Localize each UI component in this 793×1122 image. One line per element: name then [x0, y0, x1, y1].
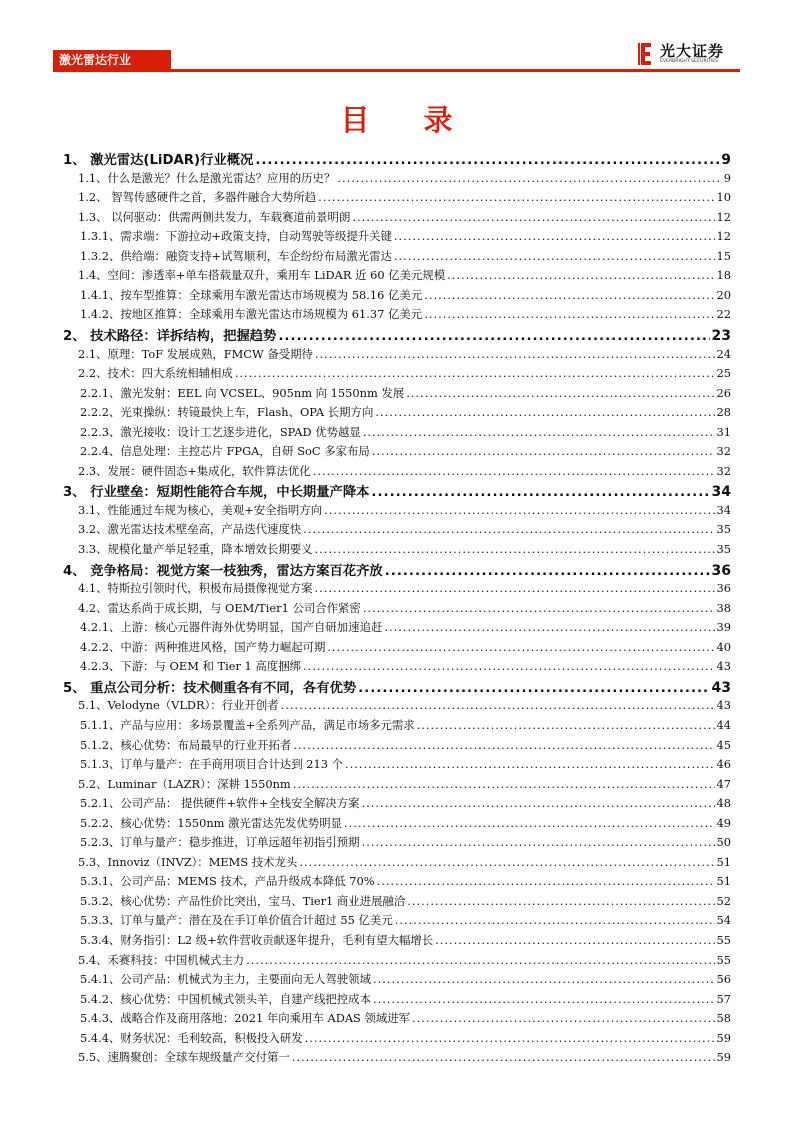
toc-entry[interactable]: [78, 971, 731, 988]
toc-entry-page: 56: [716, 972, 731, 987]
toc-leader-dots: [377, 873, 715, 890]
toc-leader-dots: [373, 991, 715, 1008]
toc-leader-dots: [371, 483, 709, 502]
toc-leader-dots: [299, 854, 714, 871]
toc-leader-dots: [417, 717, 715, 734]
toc-leader-dots: [447, 267, 714, 284]
toc-entry-label: 2.2.2、光束操纵：转镜最快上车，Flash、OPA 长期方向: [80, 405, 374, 420]
toc-leader-dots: [394, 228, 715, 245]
toc-entry[interactable]: [78, 228, 731, 245]
toc-leader-dots: [412, 1010, 714, 1027]
toc-entry-page: 24: [716, 346, 731, 361]
toc-entry-label: 1.3.1、需求端：下游拉动+政策支持，自动驾驶等级提升关键: [80, 229, 392, 244]
toc-entry-label: 5、 重点公司分析：技术侧重各有不同，各有优势: [63, 680, 357, 696]
toc-entry-label: 5.1.3、订单与量产：在手商用项目合计达到 213 个: [80, 757, 343, 772]
toc-leader-dots: [337, 170, 721, 187]
toc-leader-dots: [358, 679, 709, 698]
toc-entry[interactable]: [78, 893, 731, 910]
toc-leader-dots: [303, 521, 714, 538]
toc-leader-dots: [363, 424, 715, 441]
toc-entry-label: 5.5、速腾聚创：全球车规级量产交付第一: [78, 1050, 290, 1065]
toc-entry-label: 4.2.1、上游：核心元器件海外优势明显，国产自研加速追赶: [80, 620, 383, 635]
toc-entry-page: 52: [716, 893, 731, 908]
toc-entry-page: 43: [716, 659, 731, 674]
toc-leader-dots: [406, 385, 714, 402]
toc-entry-label: 5.1.1、产品与应用：多场景覆盖+全系列产品，满足市场多元需求: [80, 717, 415, 732]
toc-entry-label: 5.4.4、财务状况：毛利较高，积极投入研发: [80, 1030, 303, 1045]
toc-leader-dots: [344, 815, 715, 832]
toc-entry-page: 35: [716, 522, 731, 537]
toc-leader-dots: [315, 541, 715, 558]
toc-entry-page: 59: [716, 1050, 731, 1065]
toc-entry-page: 32: [716, 463, 731, 478]
toc-entry-label: 4.2.3、下游：与 OEM 和 Tier 1 高度捆绑: [80, 659, 301, 674]
toc-entry-label: 1.3.2、供给端：融资支持+试驾顺利，车企纷纷布局激光雷达: [80, 248, 392, 263]
toc-entry[interactable]: [78, 795, 731, 812]
toc-leader-dots: [395, 912, 715, 929]
toc-entry[interactable]: [78, 834, 731, 851]
toc-entry[interactable]: [76, 580, 731, 597]
toc-entry[interactable]: [76, 854, 731, 871]
toc-entry[interactable]: [76, 346, 731, 363]
toc-entry-page: 20: [716, 287, 731, 302]
toc-entry-page: 43: [711, 679, 731, 696]
toc-entry-page: 35: [716, 542, 731, 556]
toc-entry[interactable]: [78, 737, 731, 754]
toc-entry-page: 32: [716, 444, 731, 459]
toc-entry-page: 34: [711, 484, 731, 501]
toc-entry-label: 5.4.2、核心优势：中国机械式领头羊，自建产线把控成本: [80, 991, 371, 1006]
toc-entry[interactable]: [78, 404, 731, 421]
toc-entry-page: 54: [716, 913, 731, 928]
toc-entry-page: 50: [716, 835, 731, 850]
toc-leader-dots: [363, 600, 715, 617]
toc-entry-page: 23: [711, 327, 731, 344]
toc-entry-label: 2.2.3、激光接收：设计工艺逐步进化，SPAD 优势越显: [80, 424, 361, 439]
toc-leader-dots: [315, 346, 715, 363]
toc-entry-label: 5.3.4、财务指引：L2 级+软件营收贡献逐年提升，毛利有望大幅增长: [80, 933, 434, 947]
toc-entry-label: 1.2、 智驾传感硬件之首，多器件融合大势所趋: [78, 190, 317, 205]
toc-entry-page: 12: [716, 209, 731, 224]
toc-entry-label: 2.2.1、激光发射：EEL 向 VCSEL、905nm 向 1550nm 发展: [80, 385, 405, 400]
toc-entry[interactable]: [76, 209, 731, 226]
toc-entry-page: 51: [716, 854, 731, 869]
toc-entry-page: 31: [716, 424, 731, 439]
toc-entry-label: 1.4.1、按车型推算：全球乘用车激光雷达市场规模为 58.16 亿美元: [80, 287, 423, 302]
toc-leader-dots: [293, 737, 714, 754]
toc-entry-label: 4、 竞争格局：视觉方案一枝独秀，雷达方案百花齐放: [63, 563, 383, 579]
toc-leader-dots: [255, 151, 719, 170]
toc-entry-label: 5.2.3、订单与量产：稳步推进，订单远超年初指引预期: [80, 835, 360, 850]
toc-entry-label: 4.1、特斯拉引领时代，积极布局摄像视觉方案: [78, 581, 313, 596]
toc-entry-label: 5.2.2、核心优势：1550nm 激光雷达先发优势明显: [80, 815, 342, 830]
toc-entry-label: 4.2.2、中游：两种推进风格，国产势力崛起可期: [80, 639, 326, 654]
toc-entry[interactable]: [78, 991, 731, 1008]
toc-entry[interactable]: [76, 697, 731, 714]
toc-entry-label: 3.2、激光雷达技术壁垒高，产品迭代速度快: [78, 522, 302, 537]
toc-entry-page: 55: [716, 952, 731, 967]
toc-leader-dots: [281, 697, 715, 714]
toc-entry[interactable]: [76, 502, 731, 519]
toc-leader-dots: [318, 189, 714, 206]
toc-leader-dots: [372, 443, 715, 460]
toc-leader-dots: [362, 834, 715, 851]
toc-entry-page: 26: [716, 385, 731, 400]
toc-entry-label: 5.4.1、公司产品：机械式为主力，主要面向无人驾驶领域: [80, 972, 371, 987]
toc-leader-dots: [407, 893, 714, 910]
toc-entry-page: 18: [716, 268, 731, 283]
toc-entry-label: 1、 激光雷达(LiDAR)行业概况: [63, 153, 254, 168]
toc-entry[interactable]: [76, 541, 731, 558]
toc-entry-page: 39: [716, 620, 731, 635]
toc-entry-page: 49: [716, 815, 731, 830]
toc-entry[interactable]: [76, 365, 731, 382]
toc-leader-dots: [235, 365, 715, 382]
toc-leader-dots: [384, 619, 714, 636]
toc-entry-page: 15: [716, 248, 731, 263]
toc-entry[interactable]: [78, 815, 731, 832]
toc-entry-page: 9: [721, 152, 731, 168]
toc-entry[interactable]: [78, 932, 731, 949]
toc-entry-page: 59: [716, 1030, 731, 1045]
toc-entry-label: 4.2、雷达系尚于成长期，与 OEM/Tier1 公司合作紧密: [78, 600, 361, 615]
header-rule: [53, 69, 740, 72]
toc-entry-label: 1.4.2、按地区推算：全球乘用车激光雷达市场规模为 61.37 亿美元: [80, 307, 423, 322]
toc-entry-label: 5.3.1、公司产品：MEMS 技术，产品升级成本降低 70%: [80, 874, 375, 889]
toc-leader-dots: [435, 932, 714, 949]
toc-entry[interactable]: [78, 912, 731, 929]
toc-leader-dots: [385, 562, 710, 581]
toc-entry[interactable]: [63, 326, 731, 346]
toc-entry-page: 44: [716, 717, 731, 732]
toc-entry[interactable]: [76, 170, 731, 187]
toc-entry-page: 43: [716, 698, 731, 713]
toc-entry[interactable]: [76, 267, 731, 284]
toc-entry[interactable]: [78, 443, 731, 460]
toc-entry[interactable]: [78, 306, 731, 323]
toc-leader-dots: [315, 580, 715, 597]
toc-leader-dots: [292, 1049, 715, 1066]
toc-entry-label: 5.2、Luminar（LAZR）：深耕 1550nm: [78, 776, 291, 791]
toc-entry-page: 47: [716, 776, 731, 791]
toc-entry-label: 1.1、什么是激光？什么是激光雷达？应用的历史？: [78, 170, 336, 185]
page-title: 目 录: [340, 103, 475, 137]
everbright-logo-icon: [638, 41, 654, 67]
toc-entry-label: 5.3.2、核心优势：产品性价比突出，宝马、Tier1 商业进展融洽: [80, 893, 406, 908]
toc-leader-dots: [305, 1030, 715, 1047]
toc-entry-page: 36: [711, 562, 731, 579]
toc-entry-page: 46: [716, 757, 731, 772]
toc-entry-label: 3.1、性能通过车规为核心，美观+安全指明方向: [78, 502, 323, 517]
toc-entry-page: 12: [716, 229, 731, 244]
brand-name-en: EVERBRIGHT SECURITIES: [660, 59, 719, 64]
toc-entry[interactable]: [78, 873, 731, 890]
toc-leader-dots: [373, 971, 715, 988]
toc-entry-label: 5.3、Innoviz（INVZ）：MEMS 技术龙头: [78, 854, 298, 869]
toc-leader-dots: [327, 639, 714, 656]
toc-entry[interactable]: [76, 952, 731, 969]
toc-entry-label: 2、 技术路径：详拆结构，把握趋势: [63, 328, 277, 344]
toc-entry[interactable]: [63, 150, 731, 170]
toc-entry[interactable]: [63, 678, 731, 698]
toc-entry-page: 38: [716, 600, 731, 615]
toc-entry-page: 28: [716, 405, 731, 420]
toc-entry-page: 51: [716, 874, 731, 889]
toc-entry[interactable]: [78, 619, 731, 636]
toc-leader-dots: [324, 502, 714, 519]
toc-entry-label: 5.1、Velodyne（VLDR）：行业开创者: [78, 698, 279, 713]
toc-entry-label: 3、 行业壁垒：短期性能符合车规，中长期量产降本: [63, 485, 370, 501]
toc-entry-page: 45: [716, 737, 731, 752]
toc-entry[interactable]: [78, 1030, 731, 1047]
toc-entry-label: 2.2.4、信息处理：主控芯片 FPGA，自研 SoC 多家布局: [80, 444, 370, 459]
toc-entry[interactable]: [63, 561, 731, 581]
toc-entry[interactable]: [78, 639, 731, 656]
toc-entry-page: 36: [716, 581, 731, 596]
toc-entry-label: 2.3、发展：硬件固态+集成化，软件算法优化: [78, 463, 311, 478]
toc-entry[interactable]: [76, 189, 731, 206]
toc-entry-page: 9: [723, 170, 731, 185]
toc-entry[interactable]: [78, 248, 731, 265]
toc-entry[interactable]: [78, 424, 731, 441]
toc-entry[interactable]: [63, 482, 731, 502]
toc-leader-dots: [345, 756, 715, 773]
toc-entry[interactable]: [78, 658, 731, 675]
toc-entry-page: 10: [716, 190, 731, 205]
toc-entry-page: 58: [716, 1011, 731, 1026]
toc-entry-page: 55: [716, 933, 731, 947]
toc-entry[interactable]: [78, 756, 731, 773]
toc-entry-page: 34: [716, 502, 731, 517]
section-tag: 激光雷达行业: [53, 50, 171, 70]
toc-entry[interactable]: [76, 521, 731, 538]
toc-leader-dots: [375, 404, 714, 421]
toc-entry[interactable]: [76, 1049, 731, 1066]
toc-entry-label: 1.4、空间：渗透率+单车搭载量双升，乘用车 LiDAR 近 60 亿美元规模: [78, 268, 446, 283]
toc-entry-label: 5.4、禾赛科技：中国机械式主力: [78, 952, 245, 967]
toc-entry[interactable]: [76, 776, 731, 793]
toc-leader-dots: [313, 463, 715, 480]
toc-leader-dots: [303, 658, 715, 675]
toc-entry-page: 25: [716, 366, 731, 381]
toc-entry[interactable]: [76, 463, 731, 480]
toc-entry-label: 5.3.3、订单与量产：潜在及在手订单价值合计超过 55 亿美元: [80, 913, 393, 928]
brand-logo: [638, 40, 740, 68]
toc-leader-dots: [246, 952, 714, 969]
toc-entry[interactable]: [78, 717, 731, 734]
toc-entry-label: 5.2.1、公司产品： 提供硬件+软件+全栈安全解决方案: [80, 796, 360, 811]
toc-leader-dots: [352, 209, 714, 226]
toc-entry-label: 2.1、原理：ToF 发展成熟，FMCW 备受期待: [78, 346, 313, 361]
toc-entry[interactable]: [78, 385, 731, 402]
toc-leader-dots: [424, 287, 714, 304]
toc-leader-dots: [278, 327, 709, 346]
toc-entry-page: 22: [716, 307, 731, 322]
toc-leader-dots: [362, 795, 715, 812]
toc-entry-label: 5.4.3、战略合作及商用落地：2021 年向乘用车 ADAS 领域进军: [80, 1011, 411, 1026]
toc-entry-page: 57: [716, 991, 731, 1006]
toc-leader-dots: [424, 306, 714, 323]
brand-name-cn: 光大证券: [660, 42, 725, 60]
toc-entry-label: 1.3、 以何驱动：供需两侧共发力，车载赛道前景明朗: [78, 209, 351, 224]
toc-entry-label: 2.2、技术：四大系统相辅相成: [78, 366, 233, 381]
toc-entry-page: 40: [716, 639, 731, 654]
toc-entry-label: 5.1.2、核心优势：布局最早的行业开拓者: [80, 737, 292, 752]
toc-entry-page: 48: [716, 796, 731, 811]
toc-leader-dots: [293, 776, 715, 793]
toc-entry[interactable]: [78, 287, 731, 304]
toc-entry-label: 3.3、规模化量产举足轻重，降本增效长期要义: [78, 542, 313, 556]
toc-entry[interactable]: [76, 600, 731, 617]
toc-entry[interactable]: [78, 1010, 731, 1027]
toc-leader-dots: [394, 248, 715, 265]
